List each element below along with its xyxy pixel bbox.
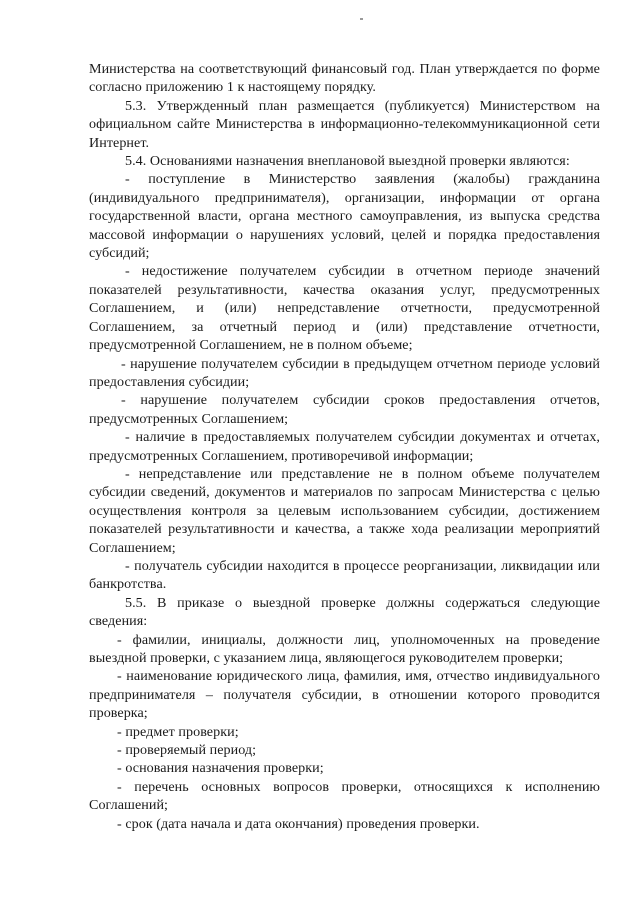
- document-body: [89, 60, 600, 833]
- list-item-order-5: - основания назначения проверки;: [117, 760, 324, 777]
- list-item-order-6: - перечень основных вопросов проверки, относящихся к исполнению Соглашений;: [89, 778, 600, 814]
- list-item-basis-4: - нарушение получателем субсидии сроков предоставления отчетов, предусмотренных Соглашением;: [89, 392, 600, 427]
- list-item-basis-2: - недостижение получателем субсидии в отчетном периоде значений показателей результативности, качества оказания услуг, предусмотренных Соглашением, и (или) непредставление отчетности, предусмотренной Соглашением, за отчетный период и (или) представление отчетности, предусмотренной Соглашением, не в полном объеме;: [89, 263, 600, 354]
- list-item-order-4: - проверяемый период;: [117, 742, 257, 759]
- list-item-basis-3: - нарушение получателем субсидии в предыдущем отчетном периоде условий предоставления субсидии;: [89, 355, 600, 390]
- paragraph-intro: Министерства на соответствующий финансовый год. План утверждается по форме согласно приложению 1 к настоящему порядку.: [89, 61, 600, 96]
- paragraph-5-4: 5.4. Основаниями назначения внеплановой выездной проверки являются:: [125, 153, 570, 170]
- paragraph-5-3: 5.3. Утвержденный план размещается (публикуется) Министерством на официальном сайте Министерства в информационно-телекоммуникационной сети Интернет.: [89, 97, 600, 151]
- paragraph-5-5: 5.5. В приказе о выездной проверке должны содержаться следующие сведения:: [89, 594, 600, 630]
- list-item-basis-1: - поступление в Министерство заявления (жалобы) гражданина (индивидуального предпринимателя), организации, информации от органа государственной власти, органа местного самоуправления, из выпуска средства массовой информации о нарушениях условий, целей и порядка предоставления субсидий;: [89, 171, 600, 262]
- page-mark: [360, 18, 363, 20]
- list-item-basis-6: - непредставление или представление не в полном объеме получателем субсидии сведений, документов и материалов по запросам Министерства с целью осуществления контроля за целевым использованием субсидии, достижением показателей результативности и качества, а также хода реализации мероприятий Соглашением;: [89, 465, 600, 556]
- list-item-basis-5: - наличие в предоставляемых получателем субсидии документах и отчетах, предусмотренных Соглашением, противоречивой информации;: [89, 429, 600, 464]
- list-item-order-2: - наименование юридического лица, фамилия, имя, отчество индивидуального предпринимателя – получателя субсидии, в отношении которого проводится проверка;: [89, 668, 600, 722]
- list-item-order-3: - предмет проверки;: [117, 723, 239, 740]
- list-item-order-1: - фамилии, инициалы, должности лиц, уполномоченных на проведение выездной проверки, с указанием лица, являющегося руководителем проверки;: [89, 631, 600, 666]
- list-item-basis-7: - получатель субсидии находится в процессе реорганизации, ликвидации или банкротства.: [89, 557, 600, 593]
- list-item-order-7: - срок (дата начала и дата окончания) проведения проверки.: [117, 815, 480, 832]
